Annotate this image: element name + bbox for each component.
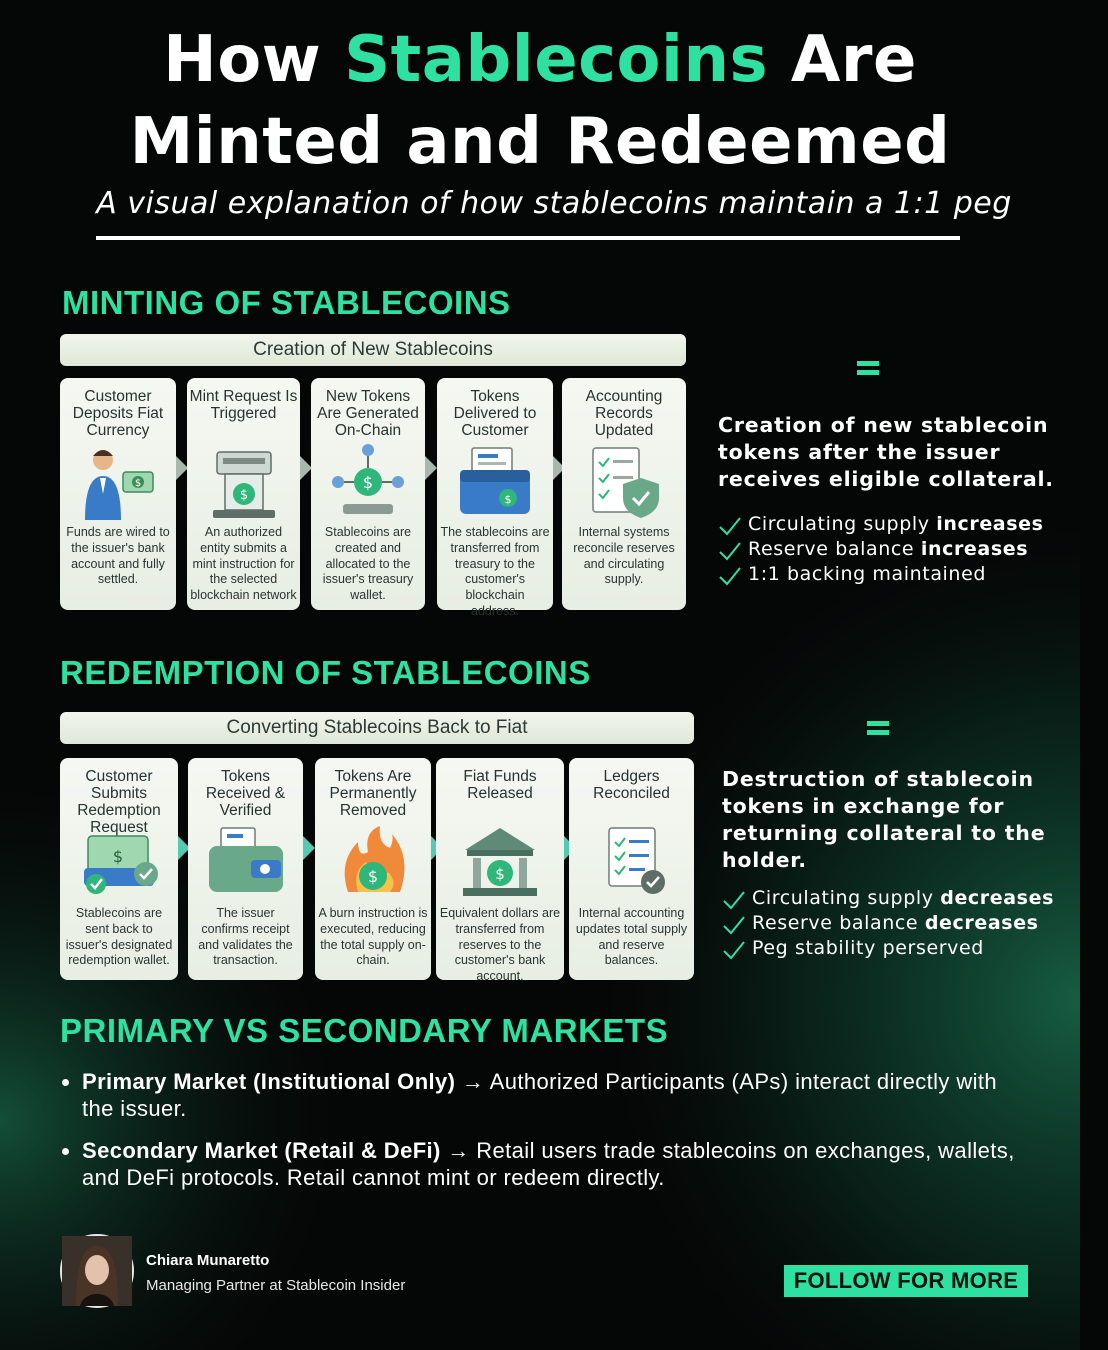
minting-step-card [562,378,686,610]
step-description: Stablecoins are created and allocated to the issuer's treasury wallet. [322,525,414,603]
svg-text:$: $ [239,488,248,503]
portrait-icon [62,1236,132,1306]
step-description: Stablecoins are sent back to issuer's designated redemption wallet. [65,906,173,968]
svg-text:$: $ [112,847,124,866]
flow-arrow-icon [303,836,315,860]
minting-step-card [187,378,300,610]
bank-icon [455,822,545,902]
title-accent: Stablecoins [344,23,769,97]
page-subtitle: A visual explanation of how stablecoins maintain a 1:1 peg [96,186,1012,221]
check-bold: decreases [924,912,1039,934]
minting-step-card [60,378,176,610]
page-title-line-1 [0,20,1080,100]
market-item-primary [60,1068,1020,1122]
check-icon [718,565,742,587]
redemption-check-item [722,886,1054,911]
check-text: Reserve balance [748,538,921,560]
redemption-check-item [722,911,1054,936]
check-text: Circulating supply [748,513,937,535]
svg-text:$: $ [495,865,505,883]
network-coin-icon [323,442,413,522]
minting-checks [718,512,1044,587]
author-name: Chiara Munaretto [146,1252,270,1269]
svg-text:$: $ [362,473,374,492]
step-description: An authorized entity submits a mint instruction for the selected blockchain network [190,525,297,603]
minting-heading: MINTING OF STABLECOINS [62,284,511,321]
redemption-step-card [60,758,178,980]
step-description: Funds are wired to the issuer's bank account and fully settled. [66,525,170,587]
step-title: Fiat Funds Released [463,768,537,802]
step-description: A burn instruction is executed, reducing the total supply on-chain. [318,906,428,968]
markets-heading: PRIMARY VS SECONDARY MARKETS [60,1012,669,1049]
redemption-step-card [436,758,564,984]
step-description: Internal systems reconcile reserves and circulating supply. [573,525,675,587]
wallet-verify-icon [201,822,291,902]
step-description: Internal accounting updates total supply and reserve balances. [575,906,688,968]
minting-step-card [311,378,425,610]
minting-banner: Creation of New Stablecoins [60,334,686,366]
check-icon [718,515,742,537]
redemption-equals-icon [867,721,889,735]
step-description: The stablecoins are transferred from treasury to the customer's blockchain address. [440,525,550,618]
title-prefix: How [163,23,322,97]
svg-text:$: $ [504,493,512,506]
redemption-request-icon [74,822,164,902]
svg-text:$: $ [134,478,142,489]
step-description: The issuer confirms receipt and validates the transaction. [198,906,293,968]
minting-description: Creation of new stablecoin tokens after the issuer receives eligible collateral. [718,413,1054,491]
minting-check-item [718,512,1044,537]
avatar [60,1234,134,1308]
check-icon [722,914,746,936]
step-title: Customer Submits Redemption Request [77,768,161,836]
title-suffix: Are [790,23,917,97]
burning-coin-icon [328,822,418,902]
markets-list [60,1068,1020,1206]
check-text: Reserve balance [752,912,925,934]
redemption-step-card [315,758,431,980]
flow-arrow-icon [425,456,437,480]
bullet-dot [62,1079,69,1086]
market-text: → Retail users trade stablecoins on exchanges, wallets, and DeFi protocols. Retail cannot mint or redeem directly. [82,1138,1015,1190]
redemption-step-card [569,758,694,980]
minting-check-item [718,562,1044,587]
redemption-description: Destruction of stablecoin tokens in exchange for returning collateral to the holder. [722,767,1046,872]
svg-text:$: $ [367,867,379,886]
mint-machine-icon [199,442,289,522]
ledger-check-icon [587,822,677,902]
check-bold: increases [920,538,1029,560]
check-text: Peg stability perserved [752,937,984,959]
step-description: Equivalent dollars are transferred from reserves to the customer's bank account. [439,906,561,984]
step-title: Tokens Received & Verified [205,768,286,819]
redemption-banner: Converting Stablecoins Back to Fiat [60,712,694,744]
bullet-dot [62,1148,69,1155]
check-icon [722,889,746,911]
minting-equals-icon [857,361,879,375]
check-text: Circulating supply [752,887,941,909]
redemption-step-card [188,758,303,980]
market-label: Secondary Market (Retail & DeFi) [82,1138,441,1163]
minting-check-item [718,537,1044,562]
check-text: 1:1 backing maintained [748,563,987,585]
market-text: → Authorized Participants (APs) interact directly with the issuer. [82,1069,998,1121]
check-bold: decreases [940,887,1054,909]
follow-button[interactable]: FOLLOW FOR MORE [784,1265,1028,1297]
check-bold: increases [936,513,1044,535]
minting-step-card [437,378,553,618]
step-title: Ledgers Reconciled [593,768,670,802]
wallet-delivery-icon [450,442,540,522]
redemption-heading: REDEMPTION OF STABLECOINS [60,654,591,691]
step-title: Tokens Delivered to Customer [453,388,537,439]
market-item-secondary [60,1137,1020,1191]
step-title: Tokens Are Permanently Removed [329,768,417,819]
checklist-shield-icon [579,442,669,522]
redemption-checks [722,886,1054,961]
step-title: Customer Deposits Fiat Currency [72,388,164,439]
market-label: Primary Market (Institutional Only) [82,1069,456,1094]
author-role: Managing Partner at Stablecoin Insider [146,1277,406,1294]
step-title: Accounting Records Updated [585,388,663,439]
step-title: New Tokens Are Generated On-Chain [317,388,419,439]
check-icon [722,939,746,961]
check-icon [718,540,742,562]
step-title: Mint Request Is Triggered [189,388,298,422]
page-title-line-2: Minted and Redeemed [129,105,951,179]
redemption-check-item [722,936,1054,961]
title-divider [96,236,960,240]
person-cash-icon [73,442,163,522]
